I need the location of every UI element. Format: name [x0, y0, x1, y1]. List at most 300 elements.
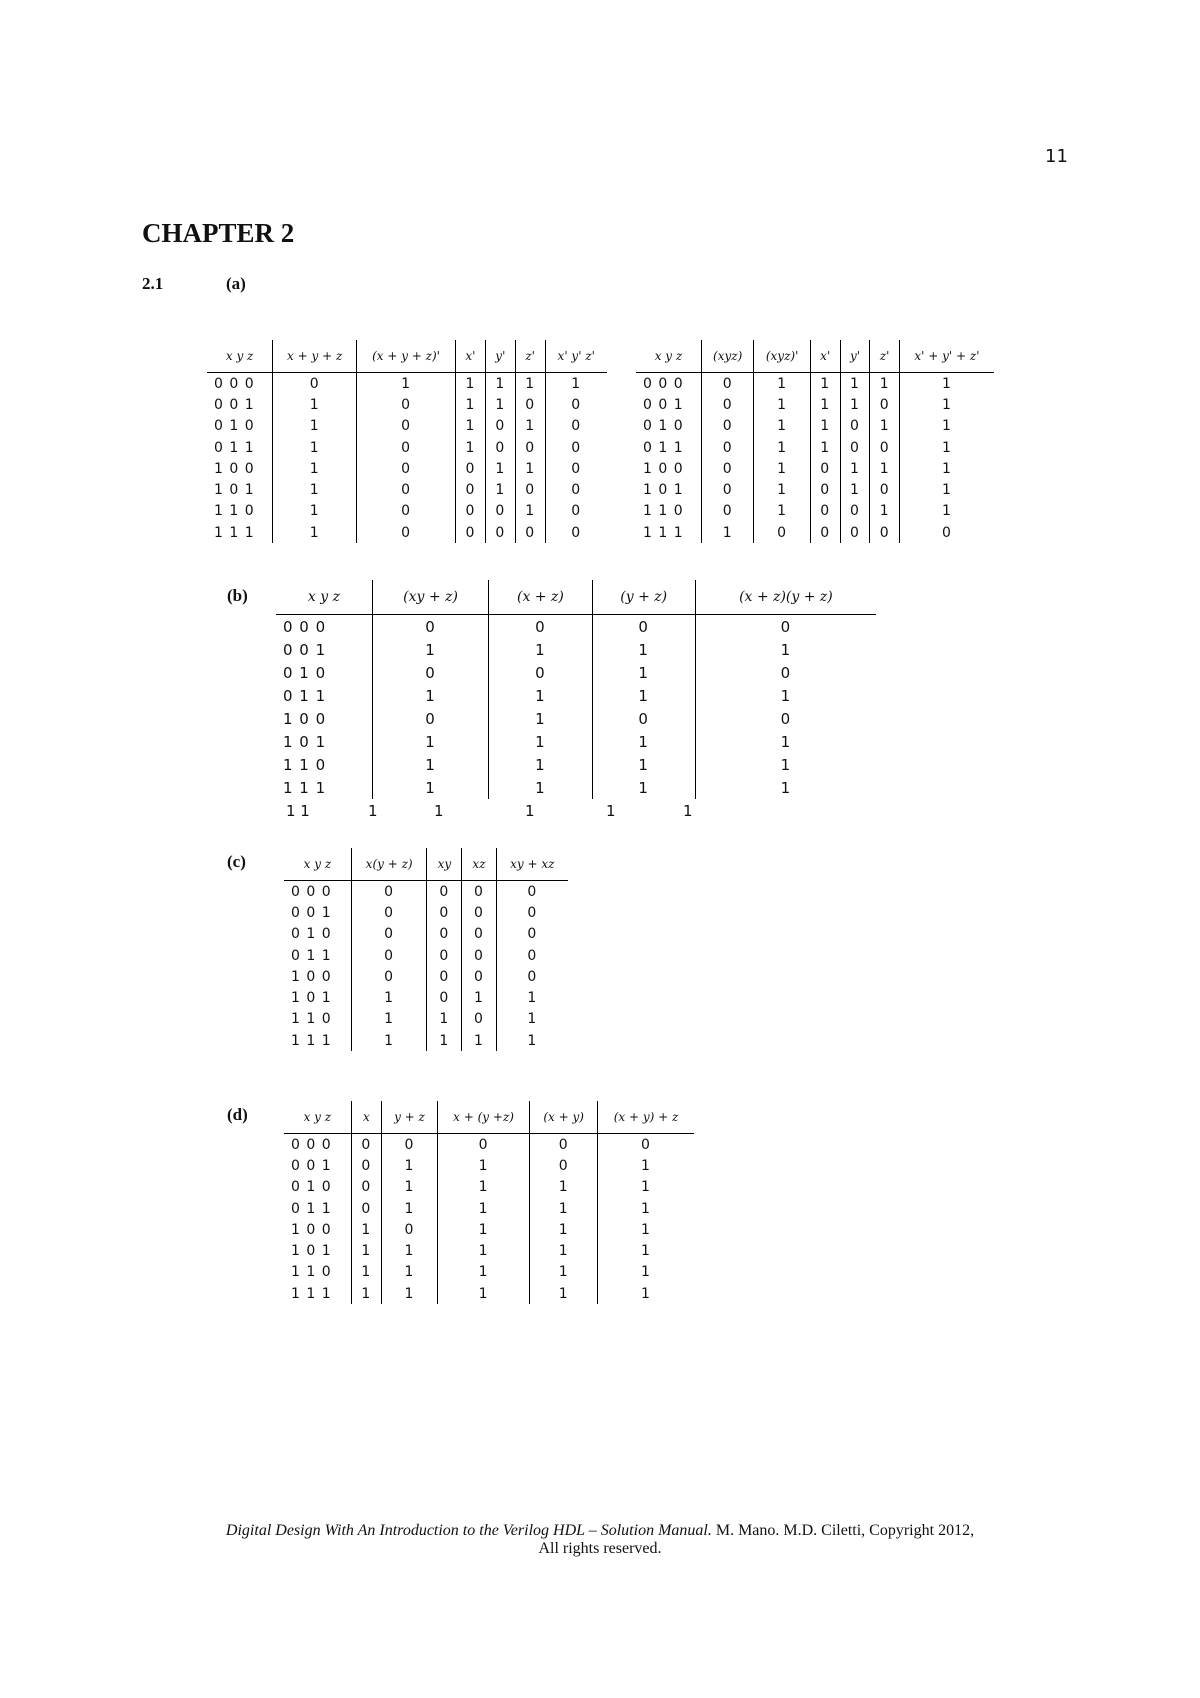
table-cell: 0: [357, 501, 456, 522]
table-cell: 0: [527, 968, 538, 985]
table-cell: 1: [437, 1283, 529, 1304]
table-cell: 0: [527, 947, 538, 964]
table-cell: 1: [437, 1262, 529, 1283]
table-cell: 1: [530, 1219, 598, 1240]
table-cell: 1: [942, 460, 952, 477]
table-cell: 1: [485, 479, 515, 500]
table-cell: 1: [427, 1009, 462, 1030]
column-header: (xyz)': [754, 340, 810, 373]
table-cell: 0: [462, 881, 496, 903]
table-cell: 0: [357, 522, 456, 543]
table-cell: 1: [641, 1264, 651, 1281]
table-cell: 0: [427, 902, 462, 923]
table-cell: 1: [489, 707, 592, 730]
table-cell: 0: [701, 479, 754, 500]
table-cell: 1 0 0: [284, 1219, 351, 1240]
table-row: [207, 373, 607, 395]
table-cell: 0: [372, 707, 488, 730]
table-cell: 1: [810, 394, 840, 415]
table-cell: 0: [351, 881, 427, 903]
table-row: [207, 522, 607, 543]
table-cell: 0: [840, 501, 870, 522]
table-cell: 1 0 1: [207, 479, 273, 500]
table-cell: 1: [455, 437, 485, 458]
table-cell: 1: [592, 638, 695, 661]
table-cell: 1: [273, 437, 357, 458]
table-cell: 1: [489, 730, 592, 753]
table-row: [636, 501, 994, 522]
column-header: (y + z): [592, 580, 695, 615]
table-row: [636, 416, 994, 437]
column-header: x y z: [636, 340, 701, 373]
table-cell: 0: [701, 458, 754, 479]
table-row: [284, 1283, 694, 1304]
table-cell: 1: [592, 776, 695, 799]
table-cell: 1: [701, 522, 754, 543]
table-cell: 0: [592, 707, 695, 730]
table-cell: 1: [485, 394, 515, 415]
table-cell: 1: [455, 373, 485, 395]
table-cell: 1: [462, 987, 496, 1008]
table-cell: 1: [372, 730, 488, 753]
table-cell: 1: [780, 732, 792, 751]
table-row: [284, 902, 568, 923]
table-cell: 1: [351, 1283, 381, 1304]
column-header: xy + xz: [496, 848, 568, 881]
column-header: xz: [462, 848, 496, 881]
table-row: [284, 1155, 694, 1176]
table-cell: 0: [571, 482, 582, 499]
table-cell: 0: [427, 924, 462, 945]
table-cell: 1: [942, 482, 952, 499]
table-cell: 0 1 1: [284, 1198, 351, 1219]
table-cell: 0: [357, 437, 456, 458]
table-cell: 1: [527, 1011, 538, 1028]
table-cell: 1: [592, 730, 695, 753]
table-cell: 1: [840, 373, 870, 395]
table-cell: 1: [437, 1177, 529, 1198]
table-cell: 1: [489, 753, 592, 776]
table-cell: 0 1 1: [636, 437, 701, 458]
table-cell: 1: [942, 503, 952, 520]
table-cell: 1: [754, 437, 810, 458]
table-cell: 0: [427, 881, 462, 903]
table-cell: 0 1 0: [636, 416, 701, 437]
table-row: [636, 458, 994, 479]
table-cell: 1: [273, 416, 357, 437]
table-cell: 1 1 0: [276, 753, 372, 776]
table-cell: 0: [530, 1134, 598, 1156]
truth-table-b-stray-row: 1 1 1 1 1 1 1: [286, 802, 693, 820]
table-cell: 0: [427, 966, 462, 987]
table-cell: 0: [485, 416, 515, 437]
table-cell: 1: [515, 458, 545, 479]
table-cell: 1 0 1: [284, 1240, 351, 1261]
table-cell: 1: [437, 1198, 529, 1219]
column-header: (x + z)(y + z): [695, 580, 876, 615]
table-cell: 1: [942, 375, 952, 392]
table-cell: 0: [527, 904, 538, 921]
table-cell: 1 1 0: [636, 501, 701, 522]
table-cell: 0: [810, 522, 840, 543]
table-cell: 1: [530, 1177, 598, 1198]
table-row: [284, 1262, 694, 1283]
table-row: [636, 373, 994, 395]
table-cell: 1: [530, 1262, 598, 1283]
column-header: x y z: [284, 848, 351, 881]
table-cell: 1: [641, 1200, 651, 1217]
table-cell: 1: [754, 458, 810, 479]
table-row: [276, 707, 876, 730]
table-cell: 0 1 1: [276, 684, 372, 707]
table-cell: 0: [870, 437, 900, 458]
table-cell: 0 0 0: [207, 373, 273, 395]
table-cell: 0: [592, 615, 695, 639]
table-cell: 0: [515, 437, 545, 458]
table-cell: 1: [942, 418, 952, 435]
table-cell: 1: [641, 1243, 651, 1260]
table-cell: 0 1 0: [276, 661, 372, 684]
column-header: x y z: [207, 340, 273, 373]
table-cell: 1: [485, 458, 515, 479]
table-cell: 1: [840, 458, 870, 479]
table-cell: 1: [754, 501, 810, 522]
truth-table-a-right: [636, 340, 994, 543]
table-cell: 1 0 1: [276, 730, 372, 753]
table-cell: 0: [351, 1155, 381, 1176]
table-row: [636, 437, 994, 458]
table-cell: 1: [592, 661, 695, 684]
table-row: [207, 437, 607, 458]
table-cell: 1: [382, 1240, 438, 1261]
table-cell: 1: [780, 755, 792, 774]
table-cell: 1: [455, 394, 485, 415]
table-cell: 0: [840, 437, 870, 458]
table-cell: 0: [571, 418, 582, 435]
table-cell: 1: [592, 684, 695, 707]
footer-authors: M. Mano. M.D. Ciletti, Copyright 2012,: [711, 1522, 975, 1539]
table-cell: 1: [810, 373, 840, 395]
table-cell: 0 0 1: [207, 394, 273, 415]
table-cell: 1 0 0: [284, 966, 351, 987]
column-header: (x + y + z)': [357, 340, 456, 373]
table-row: [636, 522, 994, 543]
table-cell: 0 0 1: [636, 394, 701, 415]
table-cell: 0: [530, 1155, 598, 1176]
table-cell: 1: [527, 1032, 538, 1049]
truth-table-d: [284, 1101, 694, 1304]
table-cell: 0: [701, 501, 754, 522]
table-cell: 0 1 0: [284, 1177, 351, 1198]
table-cell: 1 0 1: [636, 479, 701, 500]
table-cell: 1: [485, 373, 515, 395]
truth-table-c: [284, 848, 568, 1051]
footer: [0, 1522, 1200, 1558]
column-header: x y z: [276, 580, 372, 615]
table-cell: 0: [462, 924, 496, 945]
column-header: (x + y) + z: [598, 1101, 694, 1134]
column-header: x': [810, 340, 840, 373]
table-row: [284, 945, 568, 966]
table-cell: 0: [754, 522, 810, 543]
table-cell: 0: [810, 501, 840, 522]
table-cell: 0: [527, 926, 538, 943]
table-cell: 1: [942, 439, 952, 456]
table-row: [284, 881, 568, 903]
table-cell: 1: [527, 990, 538, 1007]
table-cell: 0 0 0: [636, 373, 701, 395]
column-header: (x + y): [530, 1101, 598, 1134]
table-cell: 1: [489, 684, 592, 707]
table-row: [284, 987, 568, 1008]
table-cell: 1 1 0: [207, 501, 273, 522]
table-cell: 0: [840, 416, 870, 437]
table-cell: 1: [489, 776, 592, 799]
table-cell: 1: [780, 686, 792, 705]
table-cell: 0: [437, 1134, 529, 1156]
table-cell: 1: [351, 1262, 381, 1283]
table-cell: 0: [427, 987, 462, 1008]
table-cell: 0: [351, 1177, 381, 1198]
table-cell: 1: [641, 1157, 651, 1174]
table-cell: 1: [942, 396, 952, 413]
part-d-label: (d): [227, 1105, 248, 1124]
table-cell: 1: [273, 522, 357, 543]
part-c-label: (c): [227, 852, 246, 871]
table-cell: 1: [754, 416, 810, 437]
table-cell: 1: [382, 1283, 438, 1304]
table-cell: 1: [810, 416, 840, 437]
table-cell: 0: [462, 902, 496, 923]
table-cell: 0: [462, 945, 496, 966]
table-cell: 0: [372, 661, 488, 684]
table-cell: 0: [942, 524, 952, 541]
table-cell: 1: [592, 753, 695, 776]
table-cell: 1: [530, 1240, 598, 1261]
table-cell: 0: [357, 479, 456, 500]
table-cell: 1: [372, 684, 488, 707]
table-cell: 1: [351, 1219, 381, 1240]
table-cell: 0: [489, 615, 592, 639]
problem-number: 2.1: [142, 274, 164, 293]
table-cell: 1: [840, 394, 870, 415]
table-cell: 0: [701, 437, 754, 458]
table-cell: 1: [382, 1262, 438, 1283]
table-cell: 0: [382, 1134, 438, 1156]
column-header: x: [351, 1101, 381, 1134]
table-cell: 1 1 1: [636, 522, 701, 543]
table-cell: 0 0 0: [284, 881, 351, 903]
table-row: [284, 966, 568, 987]
table-cell: 0: [351, 902, 427, 923]
table-cell: 0: [485, 437, 515, 458]
footer-book-title: Digital Design With An Introduction to the Verilog HDL – Solution Manual.: [225, 1522, 712, 1539]
table-cell: 1: [489, 638, 592, 661]
table-cell: 0: [515, 479, 545, 500]
column-header: y + z: [382, 1101, 438, 1134]
table-cell: 0: [527, 883, 538, 900]
table-cell: 0: [372, 615, 488, 639]
table-cell: 1 0 1: [284, 987, 351, 1008]
table-cell: 0: [571, 439, 582, 456]
table-row: [636, 479, 994, 500]
table-cell: 0: [462, 966, 496, 987]
table-cell: 0: [357, 394, 456, 415]
table-cell: 1: [372, 638, 488, 661]
table-cell: 1: [462, 1030, 496, 1051]
table-cell: 0: [357, 458, 456, 479]
table-row: [284, 924, 568, 945]
table-cell: 1 1 0: [284, 1262, 351, 1283]
table-cell: 0: [462, 1009, 496, 1030]
table-cell: 0: [810, 458, 840, 479]
column-header: x' + y' + z': [899, 340, 994, 373]
table-cell: 1: [870, 373, 900, 395]
column-header: x': [455, 340, 485, 373]
table-cell: 0 0 1: [284, 1155, 351, 1176]
table-cell: 1: [382, 1177, 438, 1198]
table-row: [276, 753, 876, 776]
table-cell: 0: [351, 945, 427, 966]
table-cell: 1: [437, 1155, 529, 1176]
table-cell: 1: [372, 776, 488, 799]
table-cell: 1 0 0: [207, 458, 273, 479]
column-header: x' y' z': [545, 340, 607, 373]
table-cell: 1: [571, 375, 582, 392]
column-header: (xy + z): [372, 580, 488, 615]
column-header: x y z: [284, 1101, 351, 1134]
table-cell: 0: [455, 458, 485, 479]
column-header: (x + z): [489, 580, 592, 615]
table-cell: 0 0 1: [284, 902, 351, 923]
table-cell: 1: [357, 373, 456, 395]
table-cell: 0: [485, 522, 515, 543]
column-header: x + y + z: [273, 340, 357, 373]
table-cell: 1 1 1: [207, 522, 273, 543]
table-cell: 0 1 1: [207, 437, 273, 458]
table-row: [207, 479, 607, 500]
table-cell: 0: [351, 924, 427, 945]
table-cell: 0: [351, 966, 427, 987]
table-cell: 0: [515, 394, 545, 415]
table-row: [284, 1134, 694, 1156]
table-cell: 1: [273, 394, 357, 415]
chapter-title: CHAPTER 2: [142, 218, 295, 248]
table-cell: 0: [701, 394, 754, 415]
table-cell: 0 0 0: [276, 615, 372, 639]
column-header: y': [840, 340, 870, 373]
table-cell: 1 1 1: [284, 1283, 351, 1304]
table-cell: 1: [273, 501, 357, 522]
table-cell: 1: [754, 479, 810, 500]
table-cell: 0: [485, 501, 515, 522]
table-cell: 1: [351, 1009, 427, 1030]
table-cell: 1 1 0: [284, 1009, 351, 1030]
table-cell: 0 0 1: [276, 638, 372, 661]
table-cell: 1: [754, 373, 810, 395]
table-cell: 1: [351, 987, 427, 1008]
table-cell: 0 1 0: [207, 416, 273, 437]
table-cell: 1: [870, 501, 900, 522]
table-cell: 1: [870, 458, 900, 479]
table-row: [276, 615, 876, 639]
table-row: [284, 1219, 694, 1240]
table-cell: 0: [427, 945, 462, 966]
table-cell: 0: [571, 396, 582, 413]
table-cell: 0: [515, 522, 545, 543]
table-row: [207, 394, 607, 415]
table-cell: 0: [455, 479, 485, 500]
table-cell: 0: [870, 479, 900, 500]
table-cell: 0: [810, 479, 840, 500]
table-row: [276, 730, 876, 753]
column-header: x + (y +z): [437, 1101, 529, 1134]
table-row: [284, 1009, 568, 1030]
truth-table-b: [276, 580, 876, 799]
table-cell: 1 0 0: [636, 458, 701, 479]
column-header: z': [515, 340, 545, 373]
table-cell: 0: [351, 1198, 381, 1219]
part-a-label: (a): [226, 274, 246, 293]
table-cell: 1: [382, 1155, 438, 1176]
footer-rights: All rights reserved.: [538, 1540, 662, 1557]
part-b-label: (b): [227, 586, 248, 605]
table-cell: 1: [754, 394, 810, 415]
table-row: [207, 458, 607, 479]
table-cell: 1: [840, 479, 870, 500]
table-cell: 1: [351, 1240, 381, 1261]
table-cell: 0 1 0: [284, 924, 351, 945]
table-cell: 1: [455, 416, 485, 437]
table-cell: 0: [273, 373, 357, 395]
table-cell: 1: [641, 1221, 651, 1238]
table-cell: 0: [701, 416, 754, 437]
table-cell: 1: [372, 753, 488, 776]
table-cell: 1: [530, 1283, 598, 1304]
table-row: [207, 416, 607, 437]
page-number: 11: [1045, 146, 1068, 167]
table-row: [207, 501, 607, 522]
table-row: [636, 394, 994, 415]
table-cell: 1: [382, 1198, 438, 1219]
table-cell: 1: [351, 1030, 427, 1051]
table-cell: 1: [641, 1179, 651, 1196]
table-cell: 1: [641, 1285, 651, 1302]
column-header: z': [870, 340, 900, 373]
table-cell: 1: [427, 1030, 462, 1051]
column-header: x(y + z): [351, 848, 427, 881]
table-cell: 1 1 1: [284, 1030, 351, 1051]
table-cell: 1 1 1: [276, 776, 372, 799]
table-cell: 0: [701, 373, 754, 395]
table-cell: 0: [870, 394, 900, 415]
table-cell: 0: [357, 416, 456, 437]
table-cell: 0: [489, 661, 592, 684]
table-cell: 1: [810, 437, 840, 458]
table-cell: 1: [530, 1198, 598, 1219]
table-cell: 1: [780, 778, 792, 797]
table-row: [284, 1030, 568, 1051]
table-cell: 0: [870, 522, 900, 543]
table-cell: 1: [437, 1219, 529, 1240]
table-cell: 0 1 1: [284, 945, 351, 966]
column-header: xy: [427, 848, 462, 881]
table-cell: 0: [571, 524, 582, 541]
table-cell: 0: [455, 522, 485, 543]
table-cell: 0: [641, 1136, 651, 1153]
table-cell: 1: [515, 373, 545, 395]
table-cell: 1 0 0: [276, 707, 372, 730]
